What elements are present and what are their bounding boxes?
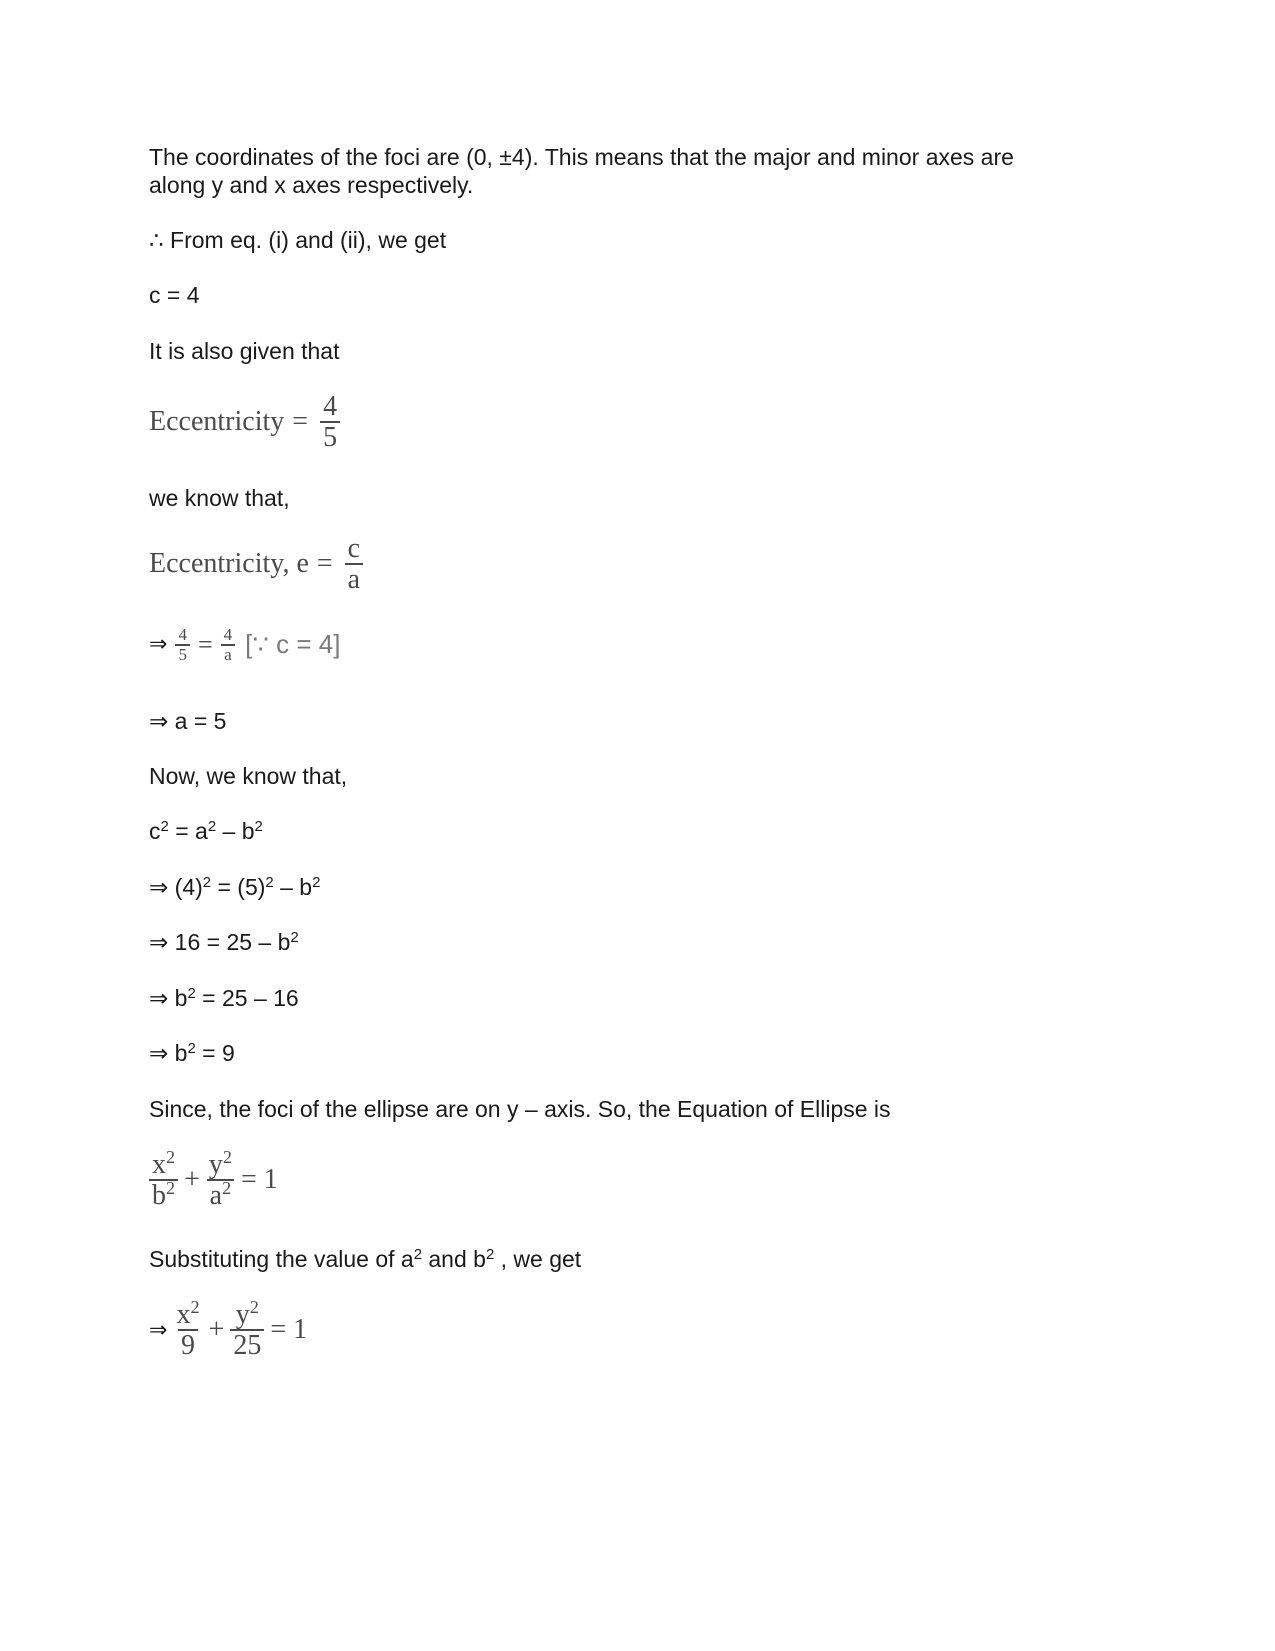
exponent: 2 <box>312 873 321 891</box>
denominator: a <box>345 563 363 594</box>
text-part: = 9 <box>195 1040 235 1066</box>
numerator: 4 <box>323 391 338 422</box>
text-line-a-value: ⇒ a = 5 <box>149 708 227 734</box>
implies-arrow: ⇒ <box>149 632 168 658</box>
equation-ratio <box>149 626 340 664</box>
text-line-since-foci: Since, the foci of the ellipse are on y – axis. So, the Equation of Ellipse is <box>149 1096 891 1122</box>
equation-ellipse-general <box>149 1147 278 1212</box>
text-part: – b <box>273 874 313 900</box>
equation-substitution-4 <box>149 1039 235 1067</box>
var-y: y <box>208 1149 223 1180</box>
text-line-from-eq: ∴ From eq. (i) and (ii), we get <box>149 227 447 253</box>
denominator: 25 <box>230 1329 264 1360</box>
equation-c-squared <box>149 817 263 845</box>
equation-substitution-3 <box>149 984 299 1012</box>
fraction-y <box>230 1297 264 1362</box>
var-x: x <box>176 1299 191 1330</box>
fraction-x <box>173 1297 202 1362</box>
exponent: 2 <box>166 1178 176 1199</box>
text-part: and b <box>422 1246 486 1272</box>
numerator <box>173 1297 202 1330</box>
text-part: ⇒ (4) <box>149 874 203 900</box>
exponent: 2 <box>222 1147 232 1167</box>
exponent: 2 <box>160 817 169 835</box>
exponent: 2 <box>190 1297 200 1317</box>
text-part: = (5) <box>211 874 266 900</box>
text-line-foci: The coordinates of the foci are (0, ±4). This means that the major and minor axes are <box>149 144 1014 170</box>
denominator <box>149 1179 178 1210</box>
text-part: , we get <box>494 1246 582 1272</box>
text-part: ⇒ b <box>149 1040 188 1066</box>
text-c: c <box>149 818 161 844</box>
numerator <box>233 1297 262 1330</box>
equals-one: = 1 <box>240 1164 278 1196</box>
equation-substitution-1 <box>149 873 320 901</box>
denominator <box>207 1179 235 1210</box>
equals-sign: = <box>292 406 309 438</box>
denominator: 9 <box>178 1329 198 1360</box>
denominator: 5 <box>320 421 340 452</box>
var-a: a <box>209 1180 223 1212</box>
var-y: y <box>235 1299 250 1330</box>
exponent: 2 <box>485 1245 495 1263</box>
equation-ellipse-final <box>149 1297 308 1362</box>
text-line-now-know: Now, we know that, <box>149 763 348 789</box>
text-line-axes: along y and x axes respectively. <box>149 172 474 198</box>
numerator: c <box>347 533 361 564</box>
numerator: 4 <box>223 625 233 644</box>
exponent: 2 <box>249 1297 259 1317</box>
text-part: ⇒ b <box>149 985 188 1011</box>
equals-sign: = <box>316 548 333 580</box>
equation-eccentricity-given <box>149 392 344 453</box>
text-line-substituting <box>149 1245 581 1273</box>
equation-substitution-2 <box>149 928 299 956</box>
fraction-x <box>149 1147 178 1212</box>
plus-sign: + <box>184 1164 200 1196</box>
fraction-y <box>206 1147 235 1212</box>
text-part: = 25 – 16 <box>195 985 299 1011</box>
text-line-know: we know that, <box>149 485 290 511</box>
exponent: 2 <box>222 1178 232 1199</box>
text-part: Substituting the value of a <box>149 1246 414 1272</box>
equals-sign: = <box>197 629 213 659</box>
var-b: b <box>152 1180 166 1212</box>
equals-one: = 1 <box>270 1314 308 1346</box>
numerator <box>149 1147 178 1180</box>
text-equals-a: = a <box>168 818 208 844</box>
numerator <box>206 1147 235 1180</box>
implies-arrow: ⇒ <box>149 1317 168 1343</box>
fraction <box>345 534 363 595</box>
text-minus-b: – b <box>216 818 255 844</box>
exponent: 2 <box>187 1039 196 1057</box>
var-x: x <box>152 1149 166 1180</box>
exponent: 2 <box>202 873 212 891</box>
plus-sign: + <box>208 1314 225 1346</box>
text-part: ⇒ 16 = 25 – b <box>149 929 291 955</box>
equation-eccentricity-definition <box>149 534 367 595</box>
fraction-left <box>175 626 190 664</box>
fraction <box>320 392 340 453</box>
eccentricity-label: Eccentricity, e <box>149 548 309 580</box>
exponent: 2 <box>290 928 299 946</box>
eccentricity-label: Eccentricity <box>149 406 285 438</box>
exponent: 2 <box>187 984 196 1002</box>
exponent: 2 <box>166 1147 176 1167</box>
exponent: 2 <box>254 817 263 835</box>
text-line-given: It is also given that <box>149 338 340 364</box>
because-note: [∵ c = 4] <box>245 629 341 660</box>
fraction-right <box>221 626 236 664</box>
denominator: a <box>221 644 235 664</box>
denominator: 5 <box>175 644 190 664</box>
numerator: 4 <box>178 625 187 644</box>
exponent: 2 <box>265 873 274 891</box>
text-line-c-value: c = 4 <box>149 282 200 308</box>
exponent: 2 <box>413 1245 422 1263</box>
exponent: 2 <box>207 817 217 835</box>
